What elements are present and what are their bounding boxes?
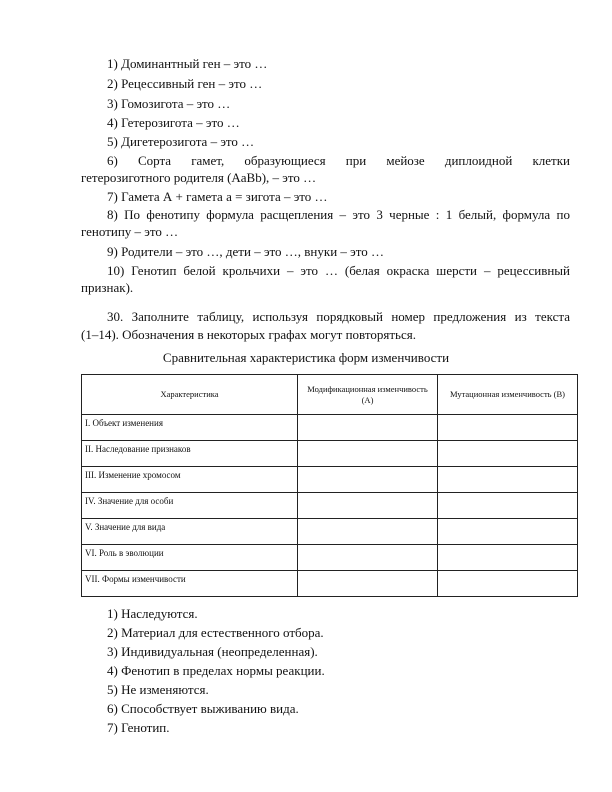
table-row [82, 519, 578, 545]
answer-cell-b[interactable] [438, 545, 578, 571]
table-row [82, 493, 578, 519]
item-8-line-2: генотипу – это … [81, 224, 179, 239]
header-characteristic: Характеристика [82, 375, 298, 415]
header-modification: Модификационная изменчивость (А) [298, 375, 438, 415]
definition-1: 1) Доминантный ген – это … [107, 56, 268, 71]
item-8-line-1: 8) По фенотипу формула расщепления – это 3 черные : 1 белый, формула по [107, 207, 570, 222]
table-row [82, 545, 578, 571]
answer-cell-b[interactable] [438, 519, 578, 545]
answer-5: 5) Не изменяются. [107, 682, 209, 697]
item-6-line-2: гетерозиготного родителя (AaBb), – это … [81, 170, 317, 185]
answer-6: 6) Способствует выживанию вида. [107, 701, 299, 716]
row-label: II. Наследование признаков [82, 441, 298, 467]
answer-cell-b[interactable] [438, 415, 578, 441]
definition-5: 5) Дигетерозигота – это … [107, 134, 255, 149]
answer-3: 3) Индивидуальная (неопределенная). [107, 644, 318, 659]
answer-cell-a[interactable] [298, 519, 438, 545]
answer-cell-b[interactable] [438, 493, 578, 519]
answer-cell-a[interactable] [298, 571, 438, 597]
answer-1: 1) Наследуются. [107, 606, 198, 621]
header-mutation: Мутационная изменчивость (В) [438, 375, 578, 415]
definition-2: 2) Рецессивный ген – это … [107, 76, 263, 91]
task-30-line-2: (1–14). Обозначения в некоторых графах могут повторяться. [81, 327, 416, 342]
table-row [82, 441, 578, 467]
table-caption: Сравнительная характеристика форм изменчивости [162, 350, 450, 365]
answer-cell-b[interactable] [438, 467, 578, 493]
answer-cell-a[interactable] [298, 467, 438, 493]
answer-cell-a[interactable] [298, 493, 438, 519]
answer-2: 2) Материал для естественного отбора. [107, 625, 324, 640]
table-row [82, 415, 578, 441]
item-10-line-2: признак). [81, 280, 134, 295]
item-10-line-1: 10) Генотип белой крольчихи – это … (белая окраска шерсти – рецессивный [107, 263, 570, 278]
definition-4: 4) Гетерозигота – это … [107, 115, 240, 130]
item-6-line-1: 6) Сорта гамет, образующиеся при мейозе диплоидной клетки [107, 153, 570, 168]
answer-cell-a[interactable] [298, 545, 438, 571]
answer-cell-b[interactable] [438, 571, 578, 597]
answer-7: 7) Генотип. [107, 720, 170, 735]
row-label: I. Объект изменения [82, 415, 298, 441]
row-label: VII. Формы изменчивости [82, 571, 298, 597]
definition-3: 3) Гомозигота – это … [107, 96, 231, 111]
item-7: 7) Гамета А + гамета а = зигота – это … [107, 189, 328, 204]
answer-4: 4) Фенотип в пределах нормы реакции. [107, 663, 325, 678]
table-header-row [82, 375, 578, 415]
row-label: III. Изменение хромосом [82, 467, 298, 493]
row-label: VI. Роль в эволюции [82, 545, 298, 571]
table-row [82, 467, 578, 493]
variability-table [81, 374, 578, 597]
table-row [82, 571, 578, 597]
row-label: V. Значение для вида [82, 519, 298, 545]
answer-cell-b[interactable] [438, 441, 578, 467]
item-9: 9) Родители – это …, дети – это …, внуки – это … [107, 244, 384, 259]
answer-cell-a[interactable] [298, 415, 438, 441]
row-label: IV. Значение для особи [82, 493, 298, 519]
answer-cell-a[interactable] [298, 441, 438, 467]
task-30-line-1: 30. Заполните таблицу, используя порядковый номер предложения из текста [107, 309, 570, 324]
